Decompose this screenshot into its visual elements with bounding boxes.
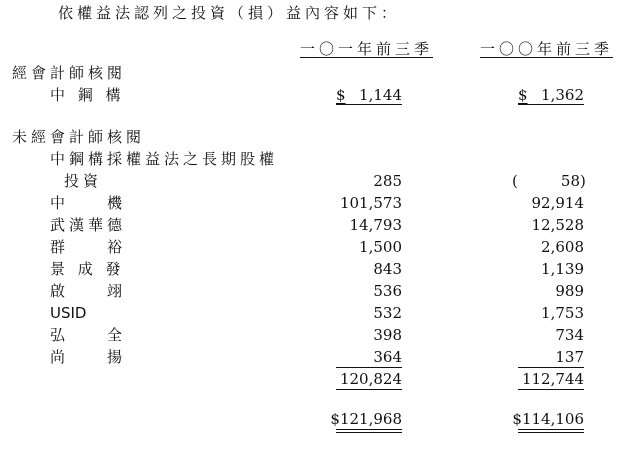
total-col1: $121,968 <box>330 410 402 428</box>
audited-col2 <box>518 86 584 104</box>
subtotal-col1: 120,824 <box>339 370 402 388</box>
column-header-2012: 一〇一年前三季 <box>300 40 434 58</box>
audited-col1 <box>336 86 402 104</box>
rows-col1-underline <box>336 367 402 368</box>
total-col2-double-underline-top <box>518 429 584 430</box>
column-header-2011: 一〇〇年前三季 <box>480 40 614 58</box>
row-col1: 14,793 <box>349 216 402 234</box>
row-col2: 2,608 <box>541 238 584 256</box>
row-col1: 1,500 <box>359 238 402 256</box>
section-unaudited-label: 未經會計師核閱 <box>12 128 146 146</box>
row-label: 弘 全 <box>50 326 127 344</box>
audited-col1-currency: $ <box>336 86 346 104</box>
audited-col1-value: 1,144 <box>359 86 402 104</box>
row-label: 尚 揚 <box>50 348 127 366</box>
subtotal-col1-underline <box>336 389 402 390</box>
total-col1-double-underline-bottom <box>336 432 402 433</box>
row-col1: 364 <box>373 348 402 366</box>
audited-col2-value: 1,362 <box>541 86 584 104</box>
row-col2: 734 <box>555 326 584 344</box>
row-label: 中 機 <box>50 194 127 212</box>
audited-item-label: 中 鋼 構 <box>50 86 125 104</box>
row-label: 武漢華德 <box>50 216 127 234</box>
row-label: 群 裕 <box>50 238 127 256</box>
row-label: 景 成 發 <box>50 260 125 278</box>
row-col1: 532 <box>373 304 402 322</box>
row-label: 投資 <box>64 172 103 190</box>
total-col2: $114,106 <box>512 410 584 428</box>
audited-col2-currency: $ <box>518 86 528 104</box>
page-title: 依權益法認列之投資（損）益內容如下： <box>58 4 401 22</box>
audited-col1-underline <box>336 104 402 105</box>
row-col1: 285 <box>373 172 402 190</box>
rows-col2-underline <box>518 367 584 368</box>
row-col1: 398 <box>373 326 402 344</box>
row-col2: 989 <box>555 282 584 300</box>
row-col1: 101,573 <box>339 194 402 212</box>
row-col1: 536 <box>373 282 402 300</box>
row-col2: 1,753 <box>541 304 584 322</box>
unaudited-sub-label: 中鋼構採權益法之長期股權 <box>50 150 279 168</box>
subtotal-col2: 112,744 <box>521 370 584 388</box>
total-col2-double-underline-bottom <box>518 432 584 433</box>
row-col2: 58 <box>560 172 580 190</box>
subtotal-col2-underline <box>518 389 584 390</box>
audited-col2-underline <box>518 104 584 105</box>
row-col1: 843 <box>373 260 402 278</box>
row-label: USID <box>50 304 87 322</box>
row-label: 啟 翊 <box>50 282 127 300</box>
row-col2: 12,528 <box>531 216 584 234</box>
row-col2-paren-close: ) <box>580 172 586 190</box>
row-col2: 137 <box>555 348 584 366</box>
section-audited-label: 經會計師核閱 <box>12 64 127 82</box>
row-col2-paren-open: ( <box>512 172 518 190</box>
row-col2: 92,914 <box>531 194 584 212</box>
row-col2: 1,139 <box>541 260 584 278</box>
total-col1-double-underline-top <box>336 429 402 430</box>
